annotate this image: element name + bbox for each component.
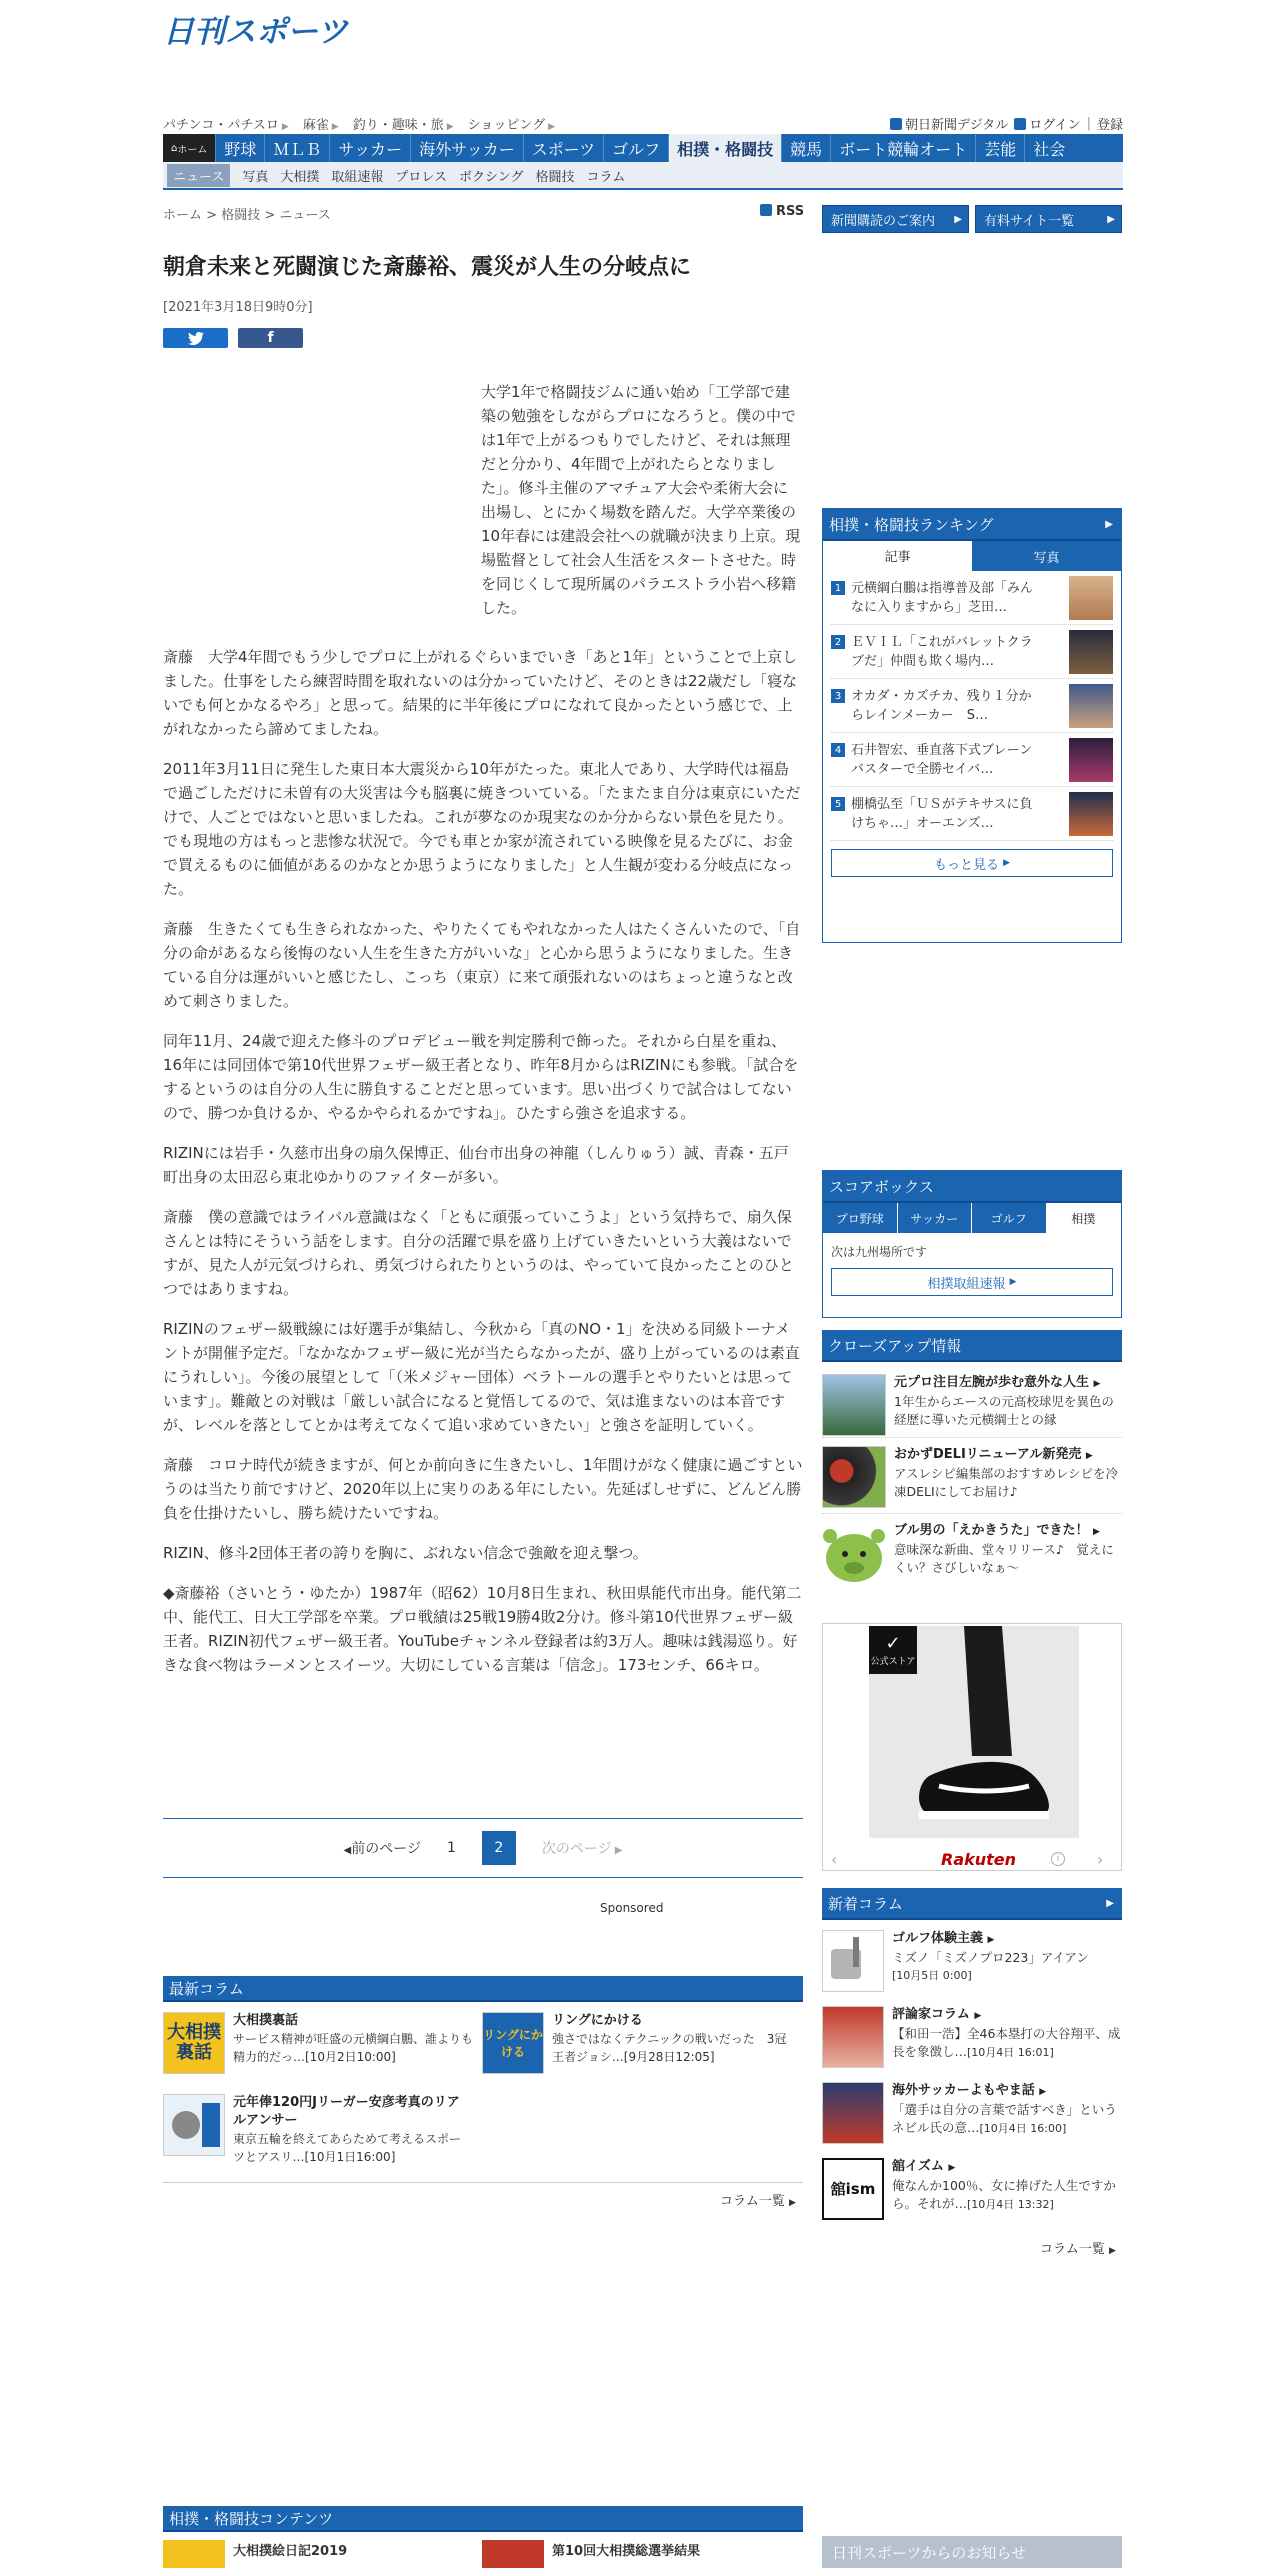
column-title: リングにかける (552, 2013, 643, 2028)
sumo-content-heading: 相撲・格闘技コンテンツ (163, 2506, 803, 2532)
closeup-item[interactable] (822, 1366, 1122, 1438)
tachi-ism-logo: 舘ism (822, 2158, 884, 2220)
top-nav-item[interactable]: 麻雀 ▶ (302, 118, 339, 133)
page-1-link[interactable]: 1 (446, 1840, 456, 1856)
article-paragraph: 同年11月、24歳で迎えた修斗のプロデビュー戦を判定勝利で飾った。それから白星を重ね、16年には同団体で第10代世界フェザー級王者となり、昨年8月からはRIZINにも参戦。「試合をするというのは自分の人生に勝負することだと思っています。思い出づくりで試合はしてないので、勝つか負けるか、やるかやられるかですね」。ひたすら強さを追求する。 (163, 1032, 799, 1122)
subnav-martial-arts[interactable]: 格闘技 (535, 169, 575, 185)
new-column-desc: 俺なんか100％、女に捧げた人生ですから。それが…[10月4日 13:32] (892, 2178, 1116, 2211)
new-column-title: ゴルフ体験主義 ▶ (892, 1931, 995, 1946)
subnav-column[interactable]: コラム (586, 169, 626, 185)
new-column-list-link[interactable]: コラム一覧 ▶ (1040, 2242, 1116, 2257)
new-column-time: [10月5日 0:00] (892, 1969, 972, 1982)
chevron-right-icon: ▶ (611, 1845, 623, 1856)
pagination (163, 1818, 803, 1878)
closeup-desc: アスレシピ編集部のおすすめレシピを冷凍DELIにしてお届け♪ (894, 1466, 1119, 1499)
article-lead-paragraph: 大学1年で格闘技ジムに通い始め「工学部で建築の勉強をしながらプロになろうと。僕の中では1年で上がるつもりでしたけど、それは無理だと分かり、4年間で上がれたらとなりました」。修斗主催のアマチュア大会や柔術大会に出場し、とにかく場数を踏んだ。大学卒業後の10年春には建設会社への就職が決まり上京。現場監督として社会人生活をスタートさせた。時を同じくして現所属のパラエストラ小岩へ移籍した。 (481, 383, 801, 617)
article-paragraph: 斎藤 大学4年間でもう少しでプロに上がれるぐらいまでいき「あと1年」ということで上京しました。仕事をしたら練習時間を取れないのは分かっていたけど、そのときは22歳だし「寝ないでも何とかなるやろ」と思って。結果的に半年後にプロになれて良かったという感じで、上がれなかったら諦めてましたね。 (163, 648, 798, 738)
latest-columns-heading: 最新コラム (163, 1976, 803, 2002)
asahi-icon (890, 118, 902, 130)
notice-heading: 日刊スポーツからのお知らせ (822, 2536, 1122, 2568)
closeup-title: 元プロ注目左腕が歩む意外な人生 ▶ (894, 1375, 1101, 1390)
content-title: 第10回大相撲総選挙結果 (552, 2544, 701, 2559)
chevron-right-icon: ▶ (1107, 213, 1115, 225)
new-column-desc: 【和田一浩】全46本塁打の大谷翔平、成長を象徴し…[10月4日 16:01] (892, 2026, 1121, 2059)
article-title: 朝倉未来と死闘演じた斎藤裕、震災が人生の分岐点に (163, 255, 692, 280)
subnav-photo[interactable]: 写真 (242, 169, 269, 185)
closeup-desc: 1年生からエースの元高校球児を異色の経歴に導いた元横綱士との縁 (894, 1394, 1114, 1427)
closeup-thumbnail (822, 1446, 886, 1508)
new-column-title: 海外サッカーよもやま話 ▶ (892, 2083, 1047, 2098)
crumb-category[interactable]: 格闘技 (221, 208, 261, 223)
column-desc: サービス精神が旺盛の元横綱白鵬、誰よりも精力的だっ…[10月2日10:00] (233, 2032, 474, 2064)
scorebox-note: 次は九州場所です (831, 1245, 928, 1259)
article-paragraph: RIZINのフェザー級戦線には好選手が集結し、今秋から「真のNO・1」を決める同級トーナメントが開催予定だ。「なかなかフェザー級に光が当たらなかったが、盛り上がっているのは素直にうれしい」。今後の展望として「（米メジャー団体）ベラトールの選手とやりたいとは思っています」。難敵との対戦は「厳しい試合になると覚悟してるので、気は進まないのは本音ですが、レベルを落としてとかは考えてなくて追い求めていきたい」と強さを証明していく。 (163, 1320, 800, 1434)
article-body (163, 645, 803, 1693)
nav-item-society[interactable]: 社会 (1033, 139, 1066, 159)
top-nav-item[interactable]: パチンコ・パチスロ ▶ (163, 118, 289, 133)
crumb-current: ニュース (279, 208, 331, 223)
new-column-item[interactable] (822, 2148, 1122, 2224)
new-column-thumbnail (822, 2082, 884, 2144)
column-list-link[interactable]: コラム一覧 ▶ (720, 2194, 796, 2209)
chevron-right-icon: ▶ (1109, 2246, 1116, 2256)
new-column-title: 舘イズム ▶ (892, 2159, 956, 2174)
chevron-right-icon[interactable]: › (1097, 1850, 1104, 1869)
article-paragraph: 斎藤 生きたくても生きられなかった、やりたくてもやれなかった人はたくさんいたので、「自分の命があるなら後悔のない人生を生きた方がいいな」と心から思うようになりました。生きている自分は運がいいと感じたし、こっち（東京）に来て頑張れないのはちょっと違うなと改めて刺さりました。 (163, 920, 801, 1010)
new-columns-list (822, 1920, 1122, 2224)
subnav-sumo[interactable]: 大相撲 (280, 169, 320, 185)
breadcrumb (163, 204, 331, 223)
column-item[interactable] (163, 2012, 473, 2074)
closeup-list (822, 1366, 1122, 1586)
chevron-right-icon: ▶ (954, 213, 962, 225)
sumo-results-button[interactable]: 相撲取組速報 ▶ (831, 1268, 1113, 1296)
chevron-left-icon[interactable]: ‹ (831, 1850, 838, 1869)
ranking-item[interactable] (831, 733, 1113, 787)
top-nav-item[interactable]: ショッピング ▶ (467, 118, 556, 133)
nav-item-soccer[interactable]: サッカー (330, 134, 411, 162)
prev-page-link[interactable]: ◀前のページ (343, 1841, 421, 1857)
crumb-home[interactable]: ホーム (163, 208, 203, 223)
new-column-item[interactable] (822, 2072, 1122, 2148)
chevron-left-icon: ◀ (343, 1845, 352, 1856)
ranking-title: 元横綱白鵬は指導普及部「みんなに入りますから」芝田… (851, 580, 1034, 615)
column-thumbnail: 大相撲裏話 (163, 2012, 225, 2074)
chevron-right-icon: ▶ (1106, 1897, 1114, 1909)
article-paragraph: 斎藤 コロナ時代が続きますが、何とか前向きに生きたいし、1年間けがなく健康に過ごすというのは当たり前ですけど、2020年以上に実りのある年にしたい。先延ばしせずに、どんどん勝負を仕掛けたいし、勝ち続けたいですね。 (163, 1456, 803, 1522)
ranking-item[interactable] (831, 625, 1113, 679)
column-desc: 東京五輪を終えてあらためて考えるスポーツとアスリ…[10月1日16:00] (233, 2132, 462, 2164)
closeup-thumbnail (822, 1374, 886, 1436)
column-item[interactable] (482, 2012, 792, 2074)
ranking-item[interactable] (831, 679, 1113, 733)
ranking-title: ＥＶＩＬ「これがバレットクラブだ」仲間も欺く場内… (851, 634, 1033, 669)
closeup-item[interactable] (822, 1514, 1122, 1586)
content-title: 大相撲絵日記2019 (233, 2544, 348, 2559)
chevron-right-icon: ▶ (1003, 858, 1011, 868)
new-column-title: 評論家コラム ▶ (892, 2007, 982, 2022)
new-column-item[interactable] (822, 1996, 1122, 2072)
scorebox-heading: スコアボックス (823, 1171, 1121, 1203)
rank-number: 2 (831, 635, 845, 649)
article-date: [2021年3月18日9時0分] (163, 300, 313, 315)
asahi-link[interactable]: 朝日新聞デジタル (890, 114, 1008, 133)
ranking-title: オカダ・カズチカ、残り１分からレインメーカー S… (851, 688, 1032, 723)
scorebox-tabs (823, 1203, 1121, 1233)
tab-pro-baseball[interactable]: プロ野球 (823, 1203, 898, 1233)
closeup-heading: クローズアップ情報 (822, 1330, 1122, 1362)
closeup-title: おかずDELIリニューアル新発売 ▶ (894, 1447, 1093, 1462)
next-page-link: 次のページ ▶ (541, 1841, 623, 1857)
twitter-icon (188, 332, 204, 345)
global-nav (163, 134, 1123, 162)
facebook-share-button[interactable] (238, 328, 303, 348)
nav-item-geinou[interactable]: 芸能 (976, 134, 1025, 162)
tab-soccer[interactable]: サッカー (898, 1203, 973, 1233)
chevron-right-icon: ▶ (1009, 1277, 1017, 1287)
ranking-item[interactable] (831, 787, 1113, 841)
paid-sites-button[interactable]: 有料サイト一覧 ▶ (975, 205, 1122, 233)
sponsored-label: Sponsored (600, 1901, 664, 1915)
new-column-item[interactable] (822, 1920, 1122, 1996)
article-paragraph: RIZIN、修斗2団体王者の誇りを胸に、ぶれない信念で強敵を迎え撃つ。 (163, 1544, 648, 1562)
article-paragraph: 2011年3月11日に発生した東日本大震災から10年がたった。東北人であり、大学時代は福島で過ごしただけに未曽有の大災害は今も脳裏に焼きついている。「たまたま自分は東京にいただけで、人ごとではないと思いましたね。これが夢なのか現実なのか分からない景色を見たり。でも現地の方はもっと悲惨な状況で。今でも車とか家が流されている映像を見るたびに、お金で買えるものに価値があるのかなとか思うようになりました」と人生観が変わる分岐点になった。 (163, 760, 801, 898)
crumb-sep: > (206, 208, 218, 223)
nav-item-boat[interactable]: ボート競輪オート (831, 134, 976, 162)
page-2-current: 2 (482, 1831, 516, 1865)
new-column-desc: 「選手は自分の言葉で話すべき」というネビル氏の意…[10月4日 16:00] (892, 2102, 1117, 2135)
subscribe-button[interactable]: 新聞購読のご案内 ▶ (822, 205, 969, 233)
logo-text: 日刊スポーツ (163, 14, 348, 50)
sub-nav (163, 162, 1123, 190)
closeup-title: ブル男の「えかきうた」できた！ ▶ (894, 1523, 1100, 1538)
ranking-heading[interactable]: 相撲・格闘技ランキング ▶ (823, 509, 1121, 541)
closeup-item[interactable] (822, 1438, 1122, 1514)
column-item[interactable] (163, 2094, 463, 2166)
score-box (822, 1170, 1122, 1318)
rank-number: 5 (831, 797, 845, 811)
ranking-tabs (823, 541, 1121, 571)
rakuten-logo: Rakuten (941, 1850, 1017, 1869)
rank-number: 1 (831, 581, 845, 595)
content-thumbnail (163, 2540, 225, 2568)
subnav-boxing[interactable]: ボクシング (459, 169, 524, 185)
nav-home[interactable]: ⌂ ホーム (163, 134, 216, 162)
new-column-desc: ミズノ「ミズノプロ223」アイアン (892, 1950, 1089, 1965)
ad-image (869, 1626, 1079, 1838)
column-desc: 強さではなくテクニックの戦いだった 3冠王者ジョシ…[9月28日12:05] (552, 2032, 787, 2064)
nav-item-sumo-battle[interactable]: 相撲・格闘技 (669, 134, 782, 162)
article-paragraph: RIZINには岩手・久慈市出身の扇久保博正、仙台市出身の神龍（しんりゅう）誠、青森・五戸町出身の太田忍ら東北ゆかりのファイターが多い。 (163, 1144, 789, 1186)
nav-item-keiba[interactable]: 競馬 (782, 134, 831, 162)
bull-mascot-icon (822, 1522, 886, 1584)
rank-number: 4 (831, 743, 845, 757)
subnav-prowrestling[interactable]: プロレス (395, 169, 448, 185)
rss-link[interactable]: RSS (760, 204, 804, 219)
nav-item-mlb[interactable]: ＭＬＢ (265, 134, 330, 162)
subnav-news[interactable]: ニュース (167, 164, 230, 187)
rss-icon (760, 204, 772, 216)
divider (163, 2182, 803, 2183)
content-thumbnail (482, 2540, 544, 2568)
subnav-bout-results[interactable]: 取組速報 (331, 169, 384, 185)
rank-number: 3 (831, 689, 845, 703)
ranking-thumbnail (1069, 738, 1113, 782)
ranking-thumbnail (1069, 630, 1113, 674)
tab-photos[interactable]: 写真 (972, 541, 1121, 571)
nav-item-golf[interactable]: ゴルフ (604, 134, 669, 162)
chevron-right-icon: ▶ (789, 2198, 796, 2208)
register-link[interactable]: 登録 (1096, 118, 1123, 133)
new-columns-heading[interactable]: 新着コラム ▶ (822, 1888, 1122, 1920)
article-paragraph: 斎藤 僕の意識ではライバル意識はなく「ともに頑張っていこうよ」という気持ちで、扇久保さんとは特にそういう話をします。自分の活躍で県を盛り上げていきたいという大義はないですが、見た人が元気づけられ、勇気づけられたりというのは、やっていて良かったことのひとつではありますね。 (163, 1208, 794, 1298)
column-thumbnail (163, 2094, 225, 2156)
nav-item-world-soccer[interactable]: 海外サッカー (411, 134, 524, 162)
nike-logo: ✓ 公式ストア (869, 1626, 917, 1674)
new-column-thumbnail (822, 2006, 884, 2068)
ranking-thumbnail (1069, 684, 1113, 728)
nav-item-baseball[interactable]: 野球 (216, 134, 265, 162)
nav-item-sports[interactable]: スポーツ (524, 134, 604, 162)
tab-sumo[interactable]: 相撲 (1047, 1203, 1122, 1233)
rakuten-ad[interactable] (822, 1623, 1122, 1871)
login-link[interactable]: ログイン (1014, 114, 1080, 133)
ranking-box (822, 508, 1122, 943)
closeup-desc: 意味深な新曲、堂々リリース♪ 覚えにくい？さびしいなぁ～ (894, 1542, 1114, 1575)
account-links: 朝日新聞デジタル ログイン | 登録 (890, 114, 1123, 133)
golf-club-thumbnail (822, 1930, 884, 1992)
article-paragraph: ◆斎藤裕（さいとう・ゆたか）1987年（昭62）10月8日生まれ、秋田県能代市出身。能代第二中、能代工、日大工学部を卒業。プロ戦績は25戦19勝4敗2分け。修斗第10代世界フェザー級王者。RIZIN初代フェザー級王者。YouTubeチャンネル登録者は約3万人。趣味は銭湯巡り。好きな食べ物はラーメンとスイーツ。大切にしている言葉は「信念」。173センチ、66キロ。 (163, 1584, 802, 1674)
column-title: 元年俸120円Jリーガー安彦考真のリアルアンサー (233, 2095, 460, 2128)
ranking-thumbnail (1069, 576, 1113, 620)
ranking-title: 石井智宏、垂直落下式ブレーンバスターで全勝セイバ… (851, 742, 1033, 777)
tab-articles[interactable]: 記事 (823, 541, 972, 571)
content-item[interactable] (482, 2540, 700, 2568)
facebook-icon: f (267, 330, 274, 346)
site-logo[interactable] (163, 10, 368, 50)
info-icon[interactable]: i (1051, 1852, 1065, 1866)
tab-golf[interactable]: ゴルフ (972, 1203, 1047, 1233)
ranking-item[interactable] (831, 571, 1113, 625)
top-nav-item[interactable]: 釣り・趣味・旅 ▶ (352, 118, 454, 133)
ranking-more-button[interactable]: もっと見る ▶ (831, 849, 1113, 877)
column-thumbnail: リングにかける (482, 2012, 544, 2074)
ranking-title: 棚橋弘至「ＵＳがテキサスに負けちゃ…」オーエンズ… (851, 796, 1033, 831)
ranking-thumbnail (1069, 792, 1113, 836)
chevron-right-icon: ▶ (1105, 518, 1113, 530)
twitter-share-button[interactable] (163, 328, 228, 348)
login-icon (1014, 118, 1026, 130)
crumb-sep: > (264, 208, 276, 223)
content-item[interactable] (163, 2540, 347, 2568)
column-title: 大相撲裏話 (233, 2013, 299, 2028)
